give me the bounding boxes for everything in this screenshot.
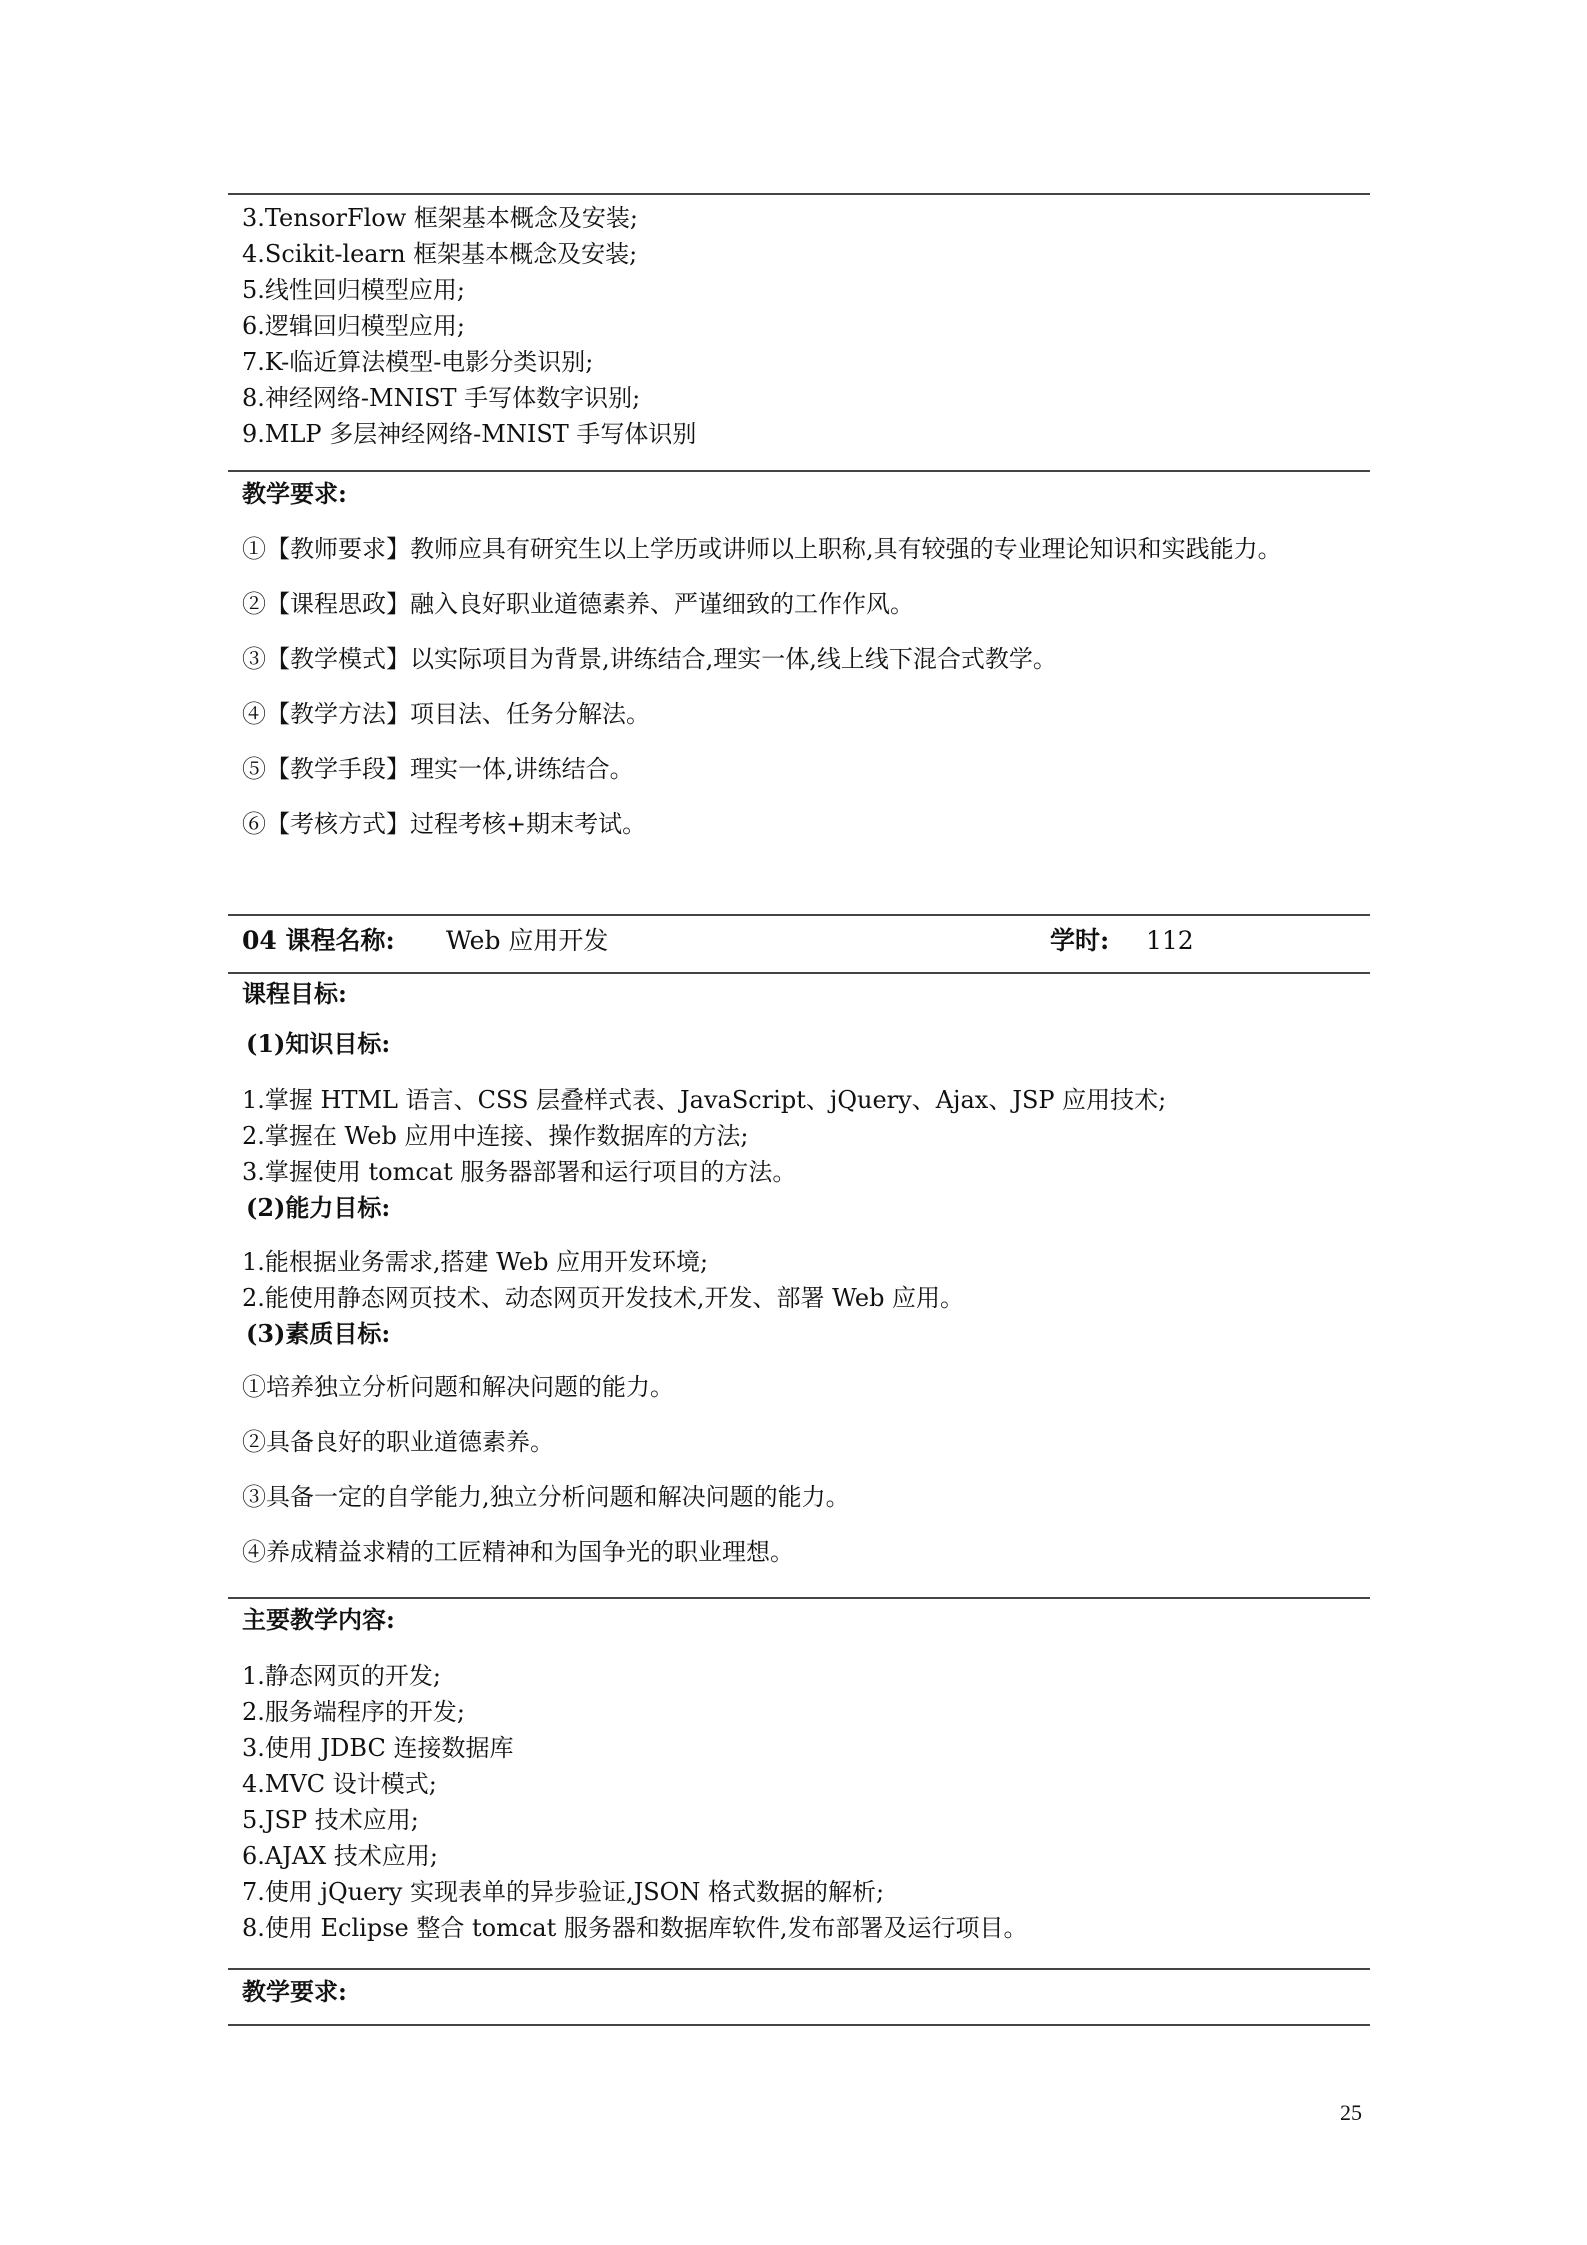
knowledge-heading: (1)知识目标: — [246, 1029, 391, 1058]
list-item: 5.JSP 技术应用; — [242, 1806, 419, 1834]
quality-item: ②具备良好的职业道德素养。 — [242, 1428, 554, 1456]
section-heading: 课程目标: — [242, 979, 347, 1008]
course-name-label: 04 课程名称: — [242, 926, 395, 955]
list-item: 2.服务端程序的开发; — [242, 1698, 465, 1726]
list-item: 1.静态网页的开发; — [242, 1662, 441, 1690]
list-item: 7.使用 jQuery 实现表单的异步验证,JSON 格式数据的解析; — [242, 1878, 885, 1906]
list-item: 2.掌握在 Web 应用中连接、操作数据库的方法; — [242, 1122, 749, 1150]
list-item: 6.逻辑回归模型应用; — [242, 312, 465, 340]
teaching-requirements-section — [228, 476, 1368, 852]
list-item: 7.K-临近算法模型-电影分类识别; — [242, 348, 594, 376]
table-rule — [228, 2024, 1370, 2026]
list-item: 4.MVC 设计模式; — [242, 1770, 437, 1798]
list-item: 3.掌握使用 tomcat 服务器部署和运行项目的方法。 — [242, 1158, 797, 1186]
list-item: 3.TensorFlow 框架基本概念及安装; — [242, 204, 638, 232]
table-rule — [228, 470, 1370, 472]
list-item: 1.掌握 HTML 语言、CSS 层叠样式表、JavaScript、jQuery、Ajax、JSP 应用技术; — [242, 1086, 1167, 1114]
table-rule — [228, 193, 1370, 195]
list-item: 6.AJAX 技术应用; — [242, 1842, 438, 1870]
table-rule — [228, 1597, 1370, 1599]
quality-item: ①培养独立分析问题和解决问题的能力。 — [242, 1373, 674, 1401]
requirement-item: ③【教学模式】以实际项目为背景,讲练结合,理实一体,线上线下混合式教学。 — [242, 645, 1057, 673]
list-item: 1.能根据业务需求,搭建 Web 应用开发环境; — [242, 1248, 709, 1276]
requirement-item: ④【教学方法】项目法、任务分解法。 — [242, 700, 650, 728]
quality-item: ④养成精益求精的工匠精神和为国争光的职业理想。 — [242, 1538, 794, 1566]
section-heading: 教学要求: — [242, 1977, 347, 2006]
objectives-section — [228, 976, 1368, 1580]
list-item: 8.使用 Eclipse 整合 tomcat 服务器和数据库软件,发布部署及运行项目。 — [242, 1914, 1028, 1942]
list-item: 8.神经网络-MNIST 手写体数字识别; — [242, 384, 641, 412]
main-content-section — [228, 1602, 1368, 1946]
requirement-item: ②【课程思政】融入良好职业道德素养、严谨细致的工作作风。 — [242, 590, 914, 618]
table-rule — [228, 1968, 1370, 1970]
section-heading: 主要教学内容: — [242, 1605, 395, 1634]
list-item: 5.线性回归模型应用; — [242, 276, 465, 304]
content-list-top — [228, 200, 1368, 452]
teaching-requirements-section-2 — [228, 1974, 1368, 2010]
quality-heading: (3)素质目标: — [246, 1319, 391, 1348]
section-heading: 教学要求: — [242, 479, 347, 508]
quality-item: ③具备一定的自学能力,独立分析问题和解决问题的能力。 — [242, 1483, 850, 1511]
requirement-item: ①【教师要求】教师应具有研究生以上学历或讲师以上职称,具有较强的专业理论知识和实践能力。 — [242, 535, 1282, 563]
page-number: 25 — [1340, 2100, 1362, 2125]
hours-value: 112 — [1146, 926, 1194, 955]
list-item: 2.能使用静态网页技术、动态网页开发技术,开发、部署 Web 应用。 — [242, 1284, 965, 1312]
course-header-row — [228, 916, 1370, 966]
list-item: 4.Scikit-learn 框架基本概念及安装; — [242, 240, 638, 268]
ability-heading: (2)能力目标: — [246, 1193, 391, 1222]
list-item: 3.使用 JDBC 连接数据库 — [242, 1734, 514, 1762]
requirement-item: ⑤【教学手段】理实一体,讲练结合。 — [242, 755, 634, 783]
table-rule — [228, 972, 1370, 974]
list-item: 9.MLP 多层神经网络-MNIST 手写体识别 — [242, 420, 697, 448]
requirement-item: ⑥【考核方式】过程考核+期末考试。 — [242, 810, 647, 838]
course-name: Web 应用开发 — [446, 926, 609, 955]
hours-label: 学时: — [1050, 926, 1110, 955]
